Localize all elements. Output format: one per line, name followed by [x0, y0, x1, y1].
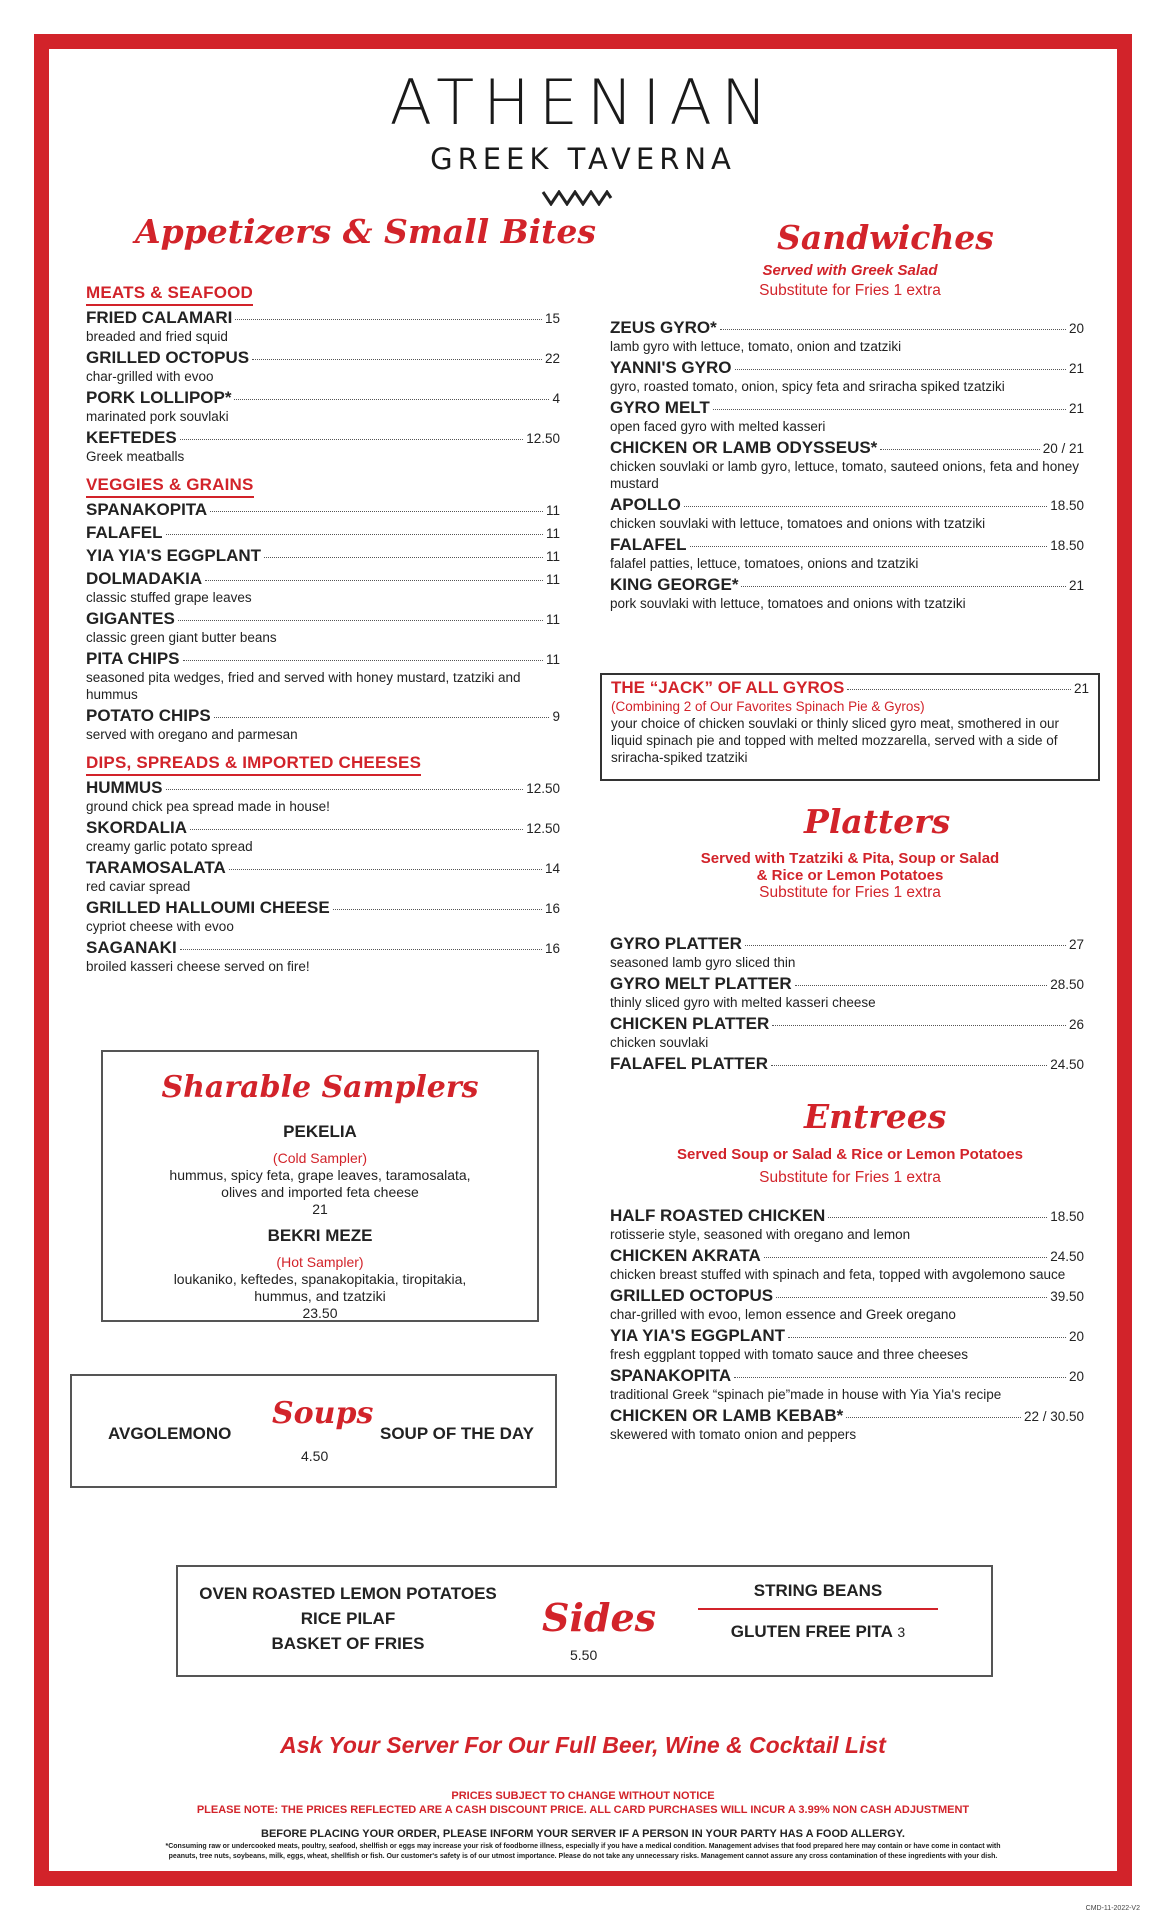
item-name: GIGANTES	[86, 609, 175, 628]
menu-item-half-roasted-chicken	[610, 1206, 1084, 1243]
menu-item-row	[86, 898, 560, 918]
menu-item-row	[610, 358, 1084, 378]
side-gluten-free-pita-price: 3	[897, 1624, 906, 1640]
menu-item-gigantes	[86, 609, 560, 646]
side-string-beans: STRING BEANS	[698, 1581, 938, 1610]
sampler-price: 23.50	[302, 1305, 338, 1321]
dot-leader	[764, 1257, 1047, 1258]
item-name: KEFTEDES	[86, 428, 177, 447]
item-name: YANNI'S GYRO	[610, 358, 732, 377]
brand-subtitle: GREEK TAVERNA	[430, 142, 736, 176]
dot-leader	[210, 511, 543, 512]
item-price: 39.50	[1050, 1289, 1084, 1304]
soups-price: 4.50	[301, 1448, 329, 1464]
menu-item-gyro-melt	[610, 398, 1084, 435]
entrees-title: Entrees	[804, 1097, 947, 1136]
sampler-name: BEKRI MEZE	[267, 1226, 373, 1245]
item-name: POTATO CHIPS	[86, 706, 211, 725]
category-dips-spreads-imported-cheeses	[86, 753, 560, 975]
item-price: 20	[1068, 1369, 1084, 1384]
menu-item-row	[610, 1406, 1084, 1426]
jack-name: THE “JACK” OF ALL GYROS	[611, 678, 845, 697]
item-name: PITA CHIPS	[86, 649, 180, 668]
item-price: 24.50	[1050, 1249, 1084, 1264]
dot-leader	[734, 1377, 1066, 1378]
platters-notes	[600, 850, 1100, 902]
item-name: SPANAKOPITA	[86, 500, 208, 519]
sides-box	[176, 1565, 993, 1677]
category-label: MEATS & SEAFOOD	[86, 283, 253, 306]
item-name: PORK LOLLIPOP*	[86, 388, 232, 407]
dot-leader	[795, 985, 1048, 986]
jack-note: (Combining 2 of Our Favorites Spinach Pie & Gyros)	[611, 699, 925, 714]
cash-discount-note: PLEASE NOTE: THE PRICES REFLECTED ARE A CASH DISCOUNT PRICE. ALL CARD PURCHASES WILL INCUR A 3.99% NON CASH ADJUSTMENT	[196, 1804, 970, 1816]
item-name: SAGANAKI	[86, 938, 177, 957]
dot-leader	[235, 319, 542, 320]
item-desc: char-grilled with evoo	[86, 369, 214, 384]
menu-item-saganaki	[86, 938, 560, 975]
menu-item-row	[610, 1246, 1084, 1266]
menu-item-row	[86, 649, 560, 669]
menu-item-falafel	[610, 535, 1084, 572]
item-desc: falafel patties, lettuce, tomatoes, onions and tzatziki	[610, 556, 919, 571]
menu-item-row	[86, 348, 560, 368]
item-desc: cypriot cheese with evoo	[86, 919, 234, 934]
item-price: 15	[544, 311, 560, 326]
item-desc: fresh eggplant topped with tomato sauce and three cheeses	[610, 1347, 968, 1362]
item-desc: chicken souvlaki with lettuce, tomatoes and onions with tzatziki	[610, 516, 986, 531]
menu-item-grilled-octopus	[86, 348, 560, 385]
category-veggies-grains	[86, 475, 560, 743]
menu-item-row	[610, 1014, 1084, 1034]
item-desc: skewered with tomato onion and peppers	[610, 1427, 857, 1442]
dot-leader	[828, 1217, 1047, 1218]
brand-name: ATHENIAN	[389, 66, 777, 139]
menu-item-row	[86, 523, 560, 543]
item-desc: red caviar spread	[86, 879, 191, 894]
item-name: APOLLO	[610, 495, 681, 514]
menu-item-row	[86, 609, 560, 629]
samplers-title: Sharable Samplers	[161, 1070, 479, 1105]
entrees-substitute: Substitute for Fries 1 extra	[759, 1169, 941, 1186]
side-oven-roasted-lemon-potatoes: OVEN ROASTED LEMON POTATOES	[199, 1584, 497, 1603]
item-name: YIA YIA'S EGGPLANT	[610, 1326, 786, 1345]
disclaimer-line-1: *Consuming raw or undercooked meats, poultry, seafood, shellfish or eggs may increase your risk of foodborne illness, especially if you have a medical condition. Management advises that food prepared here may contain or have come in contact with	[165, 1843, 1001, 1850]
entrees-subhead: Served Soup or Salad & Rice or Lemon Potatoes	[677, 1146, 1023, 1163]
category-label: DIPS, SPREADS & IMPORTED CHEESES	[86, 753, 421, 776]
menu-item-zeus-gyro	[610, 318, 1084, 355]
platters-title: Platters	[804, 802, 951, 841]
menu-item-row	[610, 398, 1084, 418]
item-desc: chicken souvlaki or lamb gyro, lettuce, tomato, sauteed onions, feta and honey mustard	[610, 459, 1080, 491]
platters-subhead-1: Served with Tzatziki & Pita, Soup or Salad	[700, 850, 1000, 867]
item-price: 22	[544, 351, 560, 366]
dot-leader	[846, 1417, 1021, 1418]
item-price: 21	[1068, 578, 1084, 593]
menu-item-row	[86, 388, 560, 408]
item-price: 26	[1068, 1017, 1084, 1032]
menu-item-fried-calamari	[86, 308, 560, 345]
item-price: 24.50	[1050, 1057, 1084, 1072]
item-price: 11	[545, 503, 560, 518]
jack-price: 21	[1073, 681, 1089, 696]
sampler-pekelia	[103, 1122, 537, 1218]
item-name: GRILLED OCTOPUS	[86, 348, 250, 367]
menu-item-row	[610, 1286, 1084, 1306]
menu-item-yia-yia-s-eggplant	[610, 1326, 1084, 1363]
menu-item-row	[610, 318, 1084, 338]
platters-substitute: Substitute for Fries 1 extra	[759, 884, 941, 901]
menu-item-pork-lollipop	[86, 388, 560, 425]
menu-item-chicken-platter	[610, 1014, 1084, 1051]
item-price: 27	[1068, 937, 1084, 952]
item-desc: marinated pork souvlaki	[86, 409, 229, 424]
soups-title: Soups	[272, 1396, 374, 1431]
item-name: CHICKEN PLATTER	[610, 1014, 770, 1033]
item-desc: ground chick pea spread made in house!	[86, 799, 330, 814]
appetizers-section	[86, 283, 560, 985]
menu-item-row	[610, 1326, 1084, 1346]
menu-item-yanni-s-gyro	[610, 358, 1084, 395]
item-name: FRIED CALAMARI	[86, 308, 233, 327]
menu-item-hummus	[86, 778, 560, 815]
dot-leader	[178, 620, 543, 621]
category-label: VEGGIES & GRAINS	[86, 475, 254, 498]
item-price: 20	[1068, 1329, 1084, 1344]
item-desc: chicken breast stuffed with spinach and feta, topped with avgolemono sauce	[610, 1267, 1066, 1282]
item-name: GRILLED HALLOUMI CHEESE	[86, 898, 330, 917]
item-desc: gyro, roasted tomato, onion, spicy feta and sriracha spiked tzatziki	[610, 379, 1005, 394]
item-name: FALAFEL	[610, 535, 687, 554]
jack-of-all-gyros-box	[600, 673, 1100, 781]
menu-item-taramosalata	[86, 858, 560, 895]
menu-item-row	[86, 706, 560, 726]
menu-item-row	[610, 495, 1084, 515]
menu-item-chicken-akrata	[610, 1246, 1084, 1283]
sampler-name: PEKELIA	[283, 1122, 357, 1141]
item-name: GRILLED OCTOPUS	[610, 1286, 774, 1305]
dot-leader	[735, 369, 1066, 370]
menu-item-grilled-octopus	[610, 1286, 1084, 1323]
item-price: 21	[1068, 361, 1084, 376]
dot-leader	[166, 534, 543, 535]
sides-price: 5.50	[570, 1647, 598, 1663]
menu-item-dolmadakia	[86, 569, 560, 606]
dot-leader	[234, 399, 549, 400]
menu-item-row	[86, 428, 560, 448]
item-price: 9	[552, 709, 560, 724]
menu-item-spanakopita	[86, 500, 560, 520]
item-desc: rotisserie style, seasoned with oregano and lemon	[610, 1227, 911, 1242]
menu-item-yia-yia-s-eggplant	[86, 546, 560, 566]
dot-leader	[333, 909, 542, 910]
dot-leader	[180, 949, 542, 950]
dot-leader	[720, 329, 1066, 330]
prices-note: PRICES SUBJECT TO CHANGE WITHOUT NOTICE	[451, 1790, 715, 1802]
menu-item-falafel-platter	[610, 1054, 1084, 1074]
item-price: 18.50	[1050, 1209, 1084, 1224]
dot-leader	[776, 1297, 1047, 1298]
sampler-desc: hummus, spicy feta, grape leaves, taramosalata, olives and imported feta cheese	[169, 1167, 471, 1200]
item-name: HUMMUS	[86, 778, 163, 797]
item-desc: thinly sliced gyro with melted kasseri cheese	[610, 995, 876, 1010]
item-price: 22 / 30.50	[1023, 1409, 1084, 1424]
item-price: 11	[545, 612, 560, 627]
category-meats-seafood	[86, 283, 560, 465]
item-desc: served with oregano and parmesan	[86, 727, 298, 742]
item-price: 11	[545, 572, 560, 587]
entrees-section	[610, 1206, 1084, 1446]
sandwiches-substitute: Substitute for Fries 1 extra	[759, 282, 941, 299]
item-desc: Greek meatballs	[86, 449, 185, 464]
menu-item-king-george	[610, 575, 1084, 612]
sampler-note: (Hot Sampler)	[276, 1254, 364, 1270]
item-name: GYRO MELT PLATTER	[610, 974, 792, 993]
menu-item-row	[610, 1206, 1084, 1226]
dot-leader	[745, 945, 1066, 946]
item-desc: traditional Greek “spinach pie”made in house with Yia Yia's recipe	[610, 1387, 1002, 1402]
menu-item-apollo	[610, 495, 1084, 532]
menu-item-row	[610, 934, 1084, 954]
menu-item-spanakopita	[610, 1366, 1084, 1403]
item-price: 16	[544, 901, 560, 916]
side-gluten-free-pita-label: GLUTEN FREE PITA	[730, 1622, 893, 1641]
dot-leader	[205, 580, 543, 581]
menu-code: CMD-11-2022-V2	[1085, 1905, 1140, 1912]
item-name: FALAFEL PLATTER	[610, 1054, 769, 1073]
item-name: FALAFEL	[86, 523, 163, 542]
dot-leader	[264, 557, 543, 558]
menu-item-row	[86, 569, 560, 589]
dot-leader	[166, 789, 524, 790]
entrees-notes	[600, 1146, 1100, 1187]
item-name: SKORDALIA	[86, 818, 188, 837]
item-name: YIA YIA'S EGGPLANT	[86, 546, 262, 565]
item-desc: char-grilled with evoo, lemon essence and Greek oregano	[610, 1307, 956, 1322]
item-desc: seasoned lamb gyro sliced thin	[610, 955, 796, 970]
menu-item-row	[86, 546, 560, 566]
jack-desc: your choice of chicken souvlaki or thinly sliced gyro meat, smothered in our liquid spinach pie and topped with melted mozzarella, served with a side of sriracha-spiked tzatziki	[611, 716, 1059, 765]
item-name: KING GEORGE*	[610, 575, 739, 594]
menu-item-chicken-or-lamb-kebab	[610, 1406, 1084, 1443]
soup-avgolemono: AVGOLEMONO	[108, 1424, 232, 1443]
dot-leader	[880, 449, 1039, 450]
side-basket-of-fries: BASKET OF FRIES	[271, 1634, 425, 1653]
side-gluten-free-pita	[698, 1622, 938, 1642]
sides-left-list	[178, 1581, 518, 1656]
menu-item-potato-chips	[86, 706, 560, 743]
item-price: 20	[1068, 321, 1084, 336]
menu-item-row	[610, 535, 1084, 555]
item-name: TARAMOSALATA	[86, 858, 226, 877]
dot-leader	[214, 717, 550, 718]
menu-item-row	[610, 1054, 1084, 1074]
side-rice-pilaf: RICE PILAF	[300, 1609, 396, 1628]
item-price: 14	[544, 861, 560, 876]
menu-item-row	[610, 438, 1084, 458]
menu-item-chicken-or-lamb-odysseus	[610, 438, 1084, 492]
menu-item-gyro-platter	[610, 934, 1084, 971]
menu-item-row	[86, 778, 560, 798]
menu-item-keftedes	[86, 428, 560, 465]
item-name: CHICKEN OR LAMB KEBAB*	[610, 1406, 844, 1425]
item-name: HALF ROASTED CHICKEN	[610, 1206, 826, 1225]
item-price: 18.50	[1050, 498, 1084, 513]
item-desc: lamb gyro with lettuce, tomato, onion and tzatziki	[610, 339, 902, 354]
samplers-box	[101, 1050, 539, 1322]
sampler-note: (Cold Sampler)	[272, 1150, 368, 1166]
item-desc: classic green giant butter beans	[86, 630, 277, 645]
item-name: SPANAKOPITA	[610, 1366, 732, 1385]
item-name: CHICKEN AKRATA	[610, 1246, 761, 1265]
item-desc: seasoned pita wedges, fried and served with honey mustard, tzatziki and hummus	[86, 670, 521, 702]
soups-box	[70, 1374, 557, 1488]
sandwiches-title: Sandwiches	[777, 218, 994, 257]
menu-item-gyro-melt-platter	[610, 974, 1084, 1011]
dot-leader	[229, 869, 542, 870]
drinks-callout: Ask Your Server For Our Full Beer, Wine & Cocktail List	[280, 1732, 886, 1758]
item-price: 12.50	[526, 781, 560, 796]
dot-leader	[183, 660, 543, 661]
item-desc: breaded and fried squid	[86, 329, 228, 344]
menu-item-row	[86, 818, 560, 838]
sampler-bekri-meze	[103, 1226, 537, 1322]
item-price: 16	[544, 941, 560, 956]
dot-leader	[741, 586, 1066, 587]
item-desc: open faced gyro with melted kasseri	[610, 419, 826, 434]
item-price: 28.50	[1050, 977, 1084, 992]
disclaimer-line-2: peanuts, tree nuts, soybeans, milk, eggs, wheat, shellfish or fish. Our customer's safety is of our utmost importance. Please do not take any unnecessary risks. Management cannot assure any cross contamination of these ingredients with your dish.	[168, 1853, 998, 1860]
item-price: 11	[545, 549, 560, 564]
dot-leader	[690, 546, 1048, 547]
item-name: GYRO MELT	[610, 398, 710, 417]
soup-of-the-day: SOUP OF THE DAY	[380, 1424, 534, 1443]
sandwiches-section	[610, 318, 1084, 615]
dot-leader	[684, 506, 1047, 507]
zigzag-ornament-icon	[541, 190, 613, 206]
menu-item-row	[610, 1366, 1084, 1386]
dot-leader	[180, 439, 524, 440]
sides-title: Sides	[542, 1595, 657, 1640]
menu-item-row	[86, 858, 560, 878]
samplers-list	[103, 1122, 537, 1330]
sampler-desc: loukaniko, keftedes, spanakopitakia, tiropitakia, hummus, and tzatziki	[173, 1271, 467, 1304]
item-price: 12.50	[526, 431, 560, 446]
item-desc: pork souvlaki with lettuce, tomatoes and onions with tzatziki	[610, 596, 966, 611]
menu-item-row	[86, 500, 560, 520]
item-name: CHICKEN OR LAMB ODYSSEUS*	[610, 438, 878, 457]
sides-right	[698, 1581, 938, 1642]
item-price: 4	[552, 391, 560, 406]
menu-item-row	[86, 308, 560, 328]
dot-leader	[190, 829, 523, 830]
appetizers-title: Appetizers & Small Bites	[135, 212, 596, 251]
dot-leader	[252, 359, 542, 360]
dot-leader	[788, 1337, 1066, 1338]
item-price: 11	[545, 652, 560, 667]
sampler-price: 21	[312, 1201, 328, 1217]
allergy-note: BEFORE PLACING YOUR ORDER, PLEASE INFORM YOUR SERVER IF A PERSON IN YOUR PARTY HAS A FOOD ALLERGY.	[261, 1828, 905, 1840]
sandwiches-subhead: Served with Greek Salad	[762, 262, 938, 279]
sandwiches-notes	[600, 262, 1100, 300]
item-desc: chicken souvlaki	[610, 1035, 709, 1050]
menu-item-row	[610, 974, 1084, 994]
platters-subhead-2: & Rice or Lemon Potatoes	[756, 867, 944, 884]
menu-item-skordalia	[86, 818, 560, 855]
platters-section	[610, 934, 1084, 1077]
item-price: 20 / 21	[1042, 441, 1084, 456]
dot-leader	[771, 1065, 1047, 1066]
item-price: 11	[545, 526, 560, 541]
item-price: 21	[1068, 401, 1084, 416]
menu-item-falafel	[86, 523, 560, 543]
item-desc: classic stuffed grape leaves	[86, 590, 252, 605]
menu-item-row	[86, 938, 560, 958]
dot-leader	[772, 1025, 1066, 1026]
item-price: 12.50	[526, 821, 560, 836]
item-desc: creamy garlic potato spread	[86, 839, 253, 854]
menu-item-row	[610, 575, 1084, 595]
item-name: ZEUS GYRO*	[610, 318, 717, 337]
item-name: DOLMADAKIA	[86, 569, 203, 588]
item-name: GYRO PLATTER	[610, 934, 742, 953]
menu-item-pita-chips	[86, 649, 560, 703]
item-price: 18.50	[1050, 538, 1084, 553]
dot-leader	[713, 409, 1066, 410]
menu-item-grilled-halloumi-cheese	[86, 898, 560, 935]
item-desc: broiled kasseri cheese served on fire!	[86, 959, 310, 974]
